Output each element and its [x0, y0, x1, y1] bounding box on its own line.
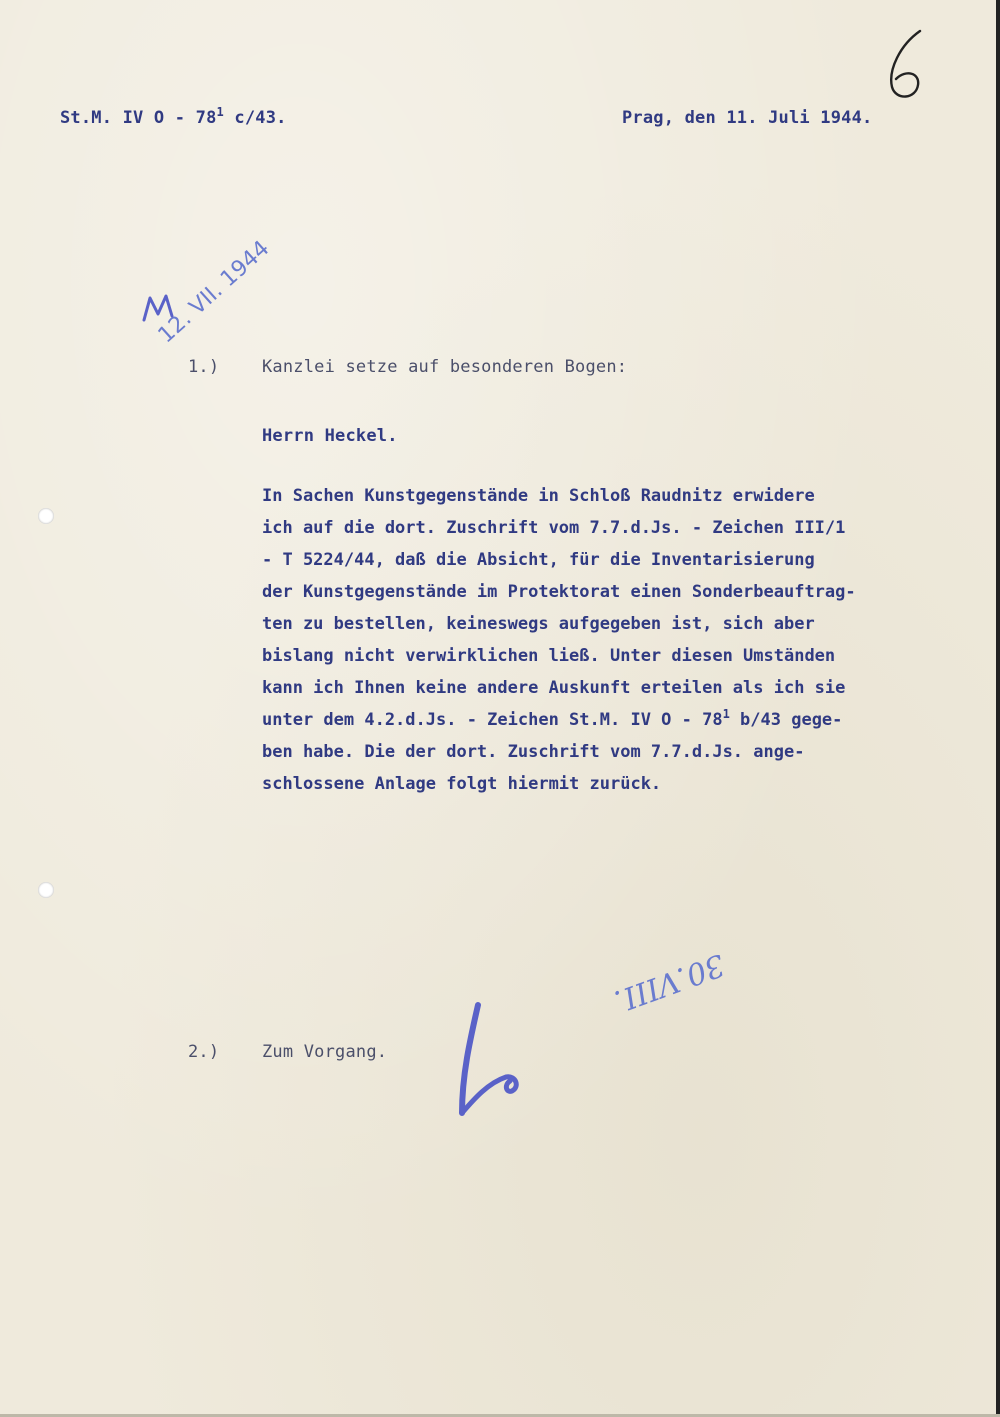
receipt-stamp-date: 12. VII. 1944	[153, 236, 275, 349]
reference-superscript: 1	[216, 105, 224, 119]
body-line-2: ich auf die dort. Zuschrift vom 7.7.d.Js. - Zeichen III/1	[262, 518, 846, 538]
punch-hole-top	[38, 508, 54, 524]
body-line-3: - T 5224/44, daß die Absicht, für die Inventarisierung	[262, 550, 815, 570]
annotation-text: 30.VIII.	[609, 946, 730, 1019]
pencil-mark	[440, 995, 540, 1125]
body-line-9: ben habe. Die der dort. Zuschrift vom 7.7.d.Js. ange-	[262, 742, 805, 762]
initials-mark	[140, 292, 180, 324]
body-line-4: der Kunstgegenstände im Protektorat einen Sonderbeauftrag-	[262, 582, 856, 602]
body-line-8	[262, 704, 982, 736]
handwritten-annotation	[609, 946, 729, 1018]
punch-hole-bottom	[38, 882, 54, 898]
page-edge-shadow	[996, 0, 1000, 1417]
body-line-8-superscript: 1	[722, 707, 730, 721]
handwritten-page-number	[870, 25, 940, 105]
item1-instruction: Kanzlei setze auf besonderen Bogen:	[262, 357, 628, 377]
body-line-10: schlossene Anlage folgt hiermit zurück.	[262, 774, 662, 794]
body-line-1: In Sachen Kunstgegenstände in Schloß Raudnitz erwidere	[262, 486, 815, 506]
letter-body	[262, 480, 982, 800]
page-number-text: 6	[870, 25, 871, 26]
addressee: Herrn Heckel.	[262, 426, 398, 446]
body-line-6: bislang nicht verwirklichen ließ. Unter diesen Umständen	[262, 646, 836, 666]
date-line: Prag, den 11. Juli 1944.	[622, 108, 873, 128]
body-line-5: ten zu bestellen, keineswegs aufgegeben ist, sich aber	[262, 614, 815, 634]
item1-number: 1.)	[188, 357, 220, 377]
reference-end: c/43.	[223, 108, 287, 128]
body-line-7: kann ich Ihnen keine andere Auskunft erteilen als ich sie	[262, 678, 846, 698]
body-line-8-main: unter dem 4.2.d.Js. - Zeichen St.M. IV O - 78	[262, 710, 723, 730]
reference-main: St.M. IV O - 78	[60, 108, 217, 128]
body-line-8-end: b/43 gege-	[729, 710, 843, 730]
item2-number: 2.)	[188, 1042, 220, 1062]
receipt-stamp	[100, 193, 286, 374]
reference-number	[60, 105, 287, 128]
item2-text: Zum Vorgang.	[262, 1042, 388, 1062]
